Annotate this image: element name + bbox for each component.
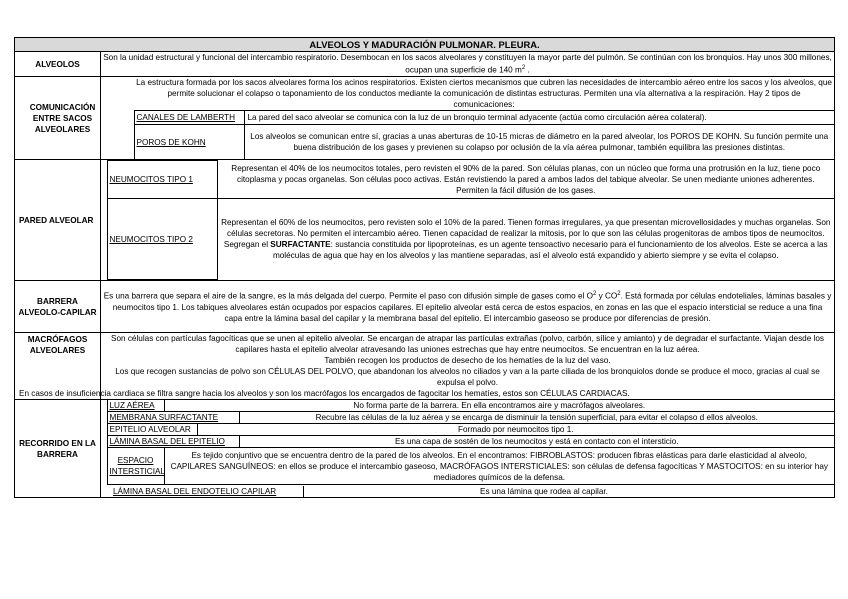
barrera-text-3: . Está formada por células endoteliales, láminas basales y neumocitos tipo 1. Los tabiques alveolares están ocupados por espacios capilares. El epitelio alveolar está cerca de estos espacios, en zonas en las que el espacio intersticial se reduce a una fina capa entre la lámina basal del capilar y la membrana basal del epitelio. El intercambio gaseoso se produce por diferencias de presión.	[112, 291, 832, 323]
tipo2-text: Representan el 60% de los neumocitos, pero revisten solo el 10% de la pared. Tienen formas irregulares, ya que presentan microvellosidades y muchas organelas. Son células secretoras. No permiten el intercambio aéreo. Tienen capacidad de realizar la mitosis, por lo que son las células progenitoras de ambos tipos de neumocitos.	[221, 218, 831, 239]
lamina-epitelio-label: LÁMINA BASAL DEL EPITELIO	[107, 436, 239, 448]
row-macrofagos	[15, 333, 835, 400]
tipo1-text: Representan el 40% de los neumocitos totales, pero revisten el 90% de la pared. Son células planas, con un núcleo que forma una protrusión en la luz, tiene poco citoplasma y pocas organelas. Son células poco activas. Están revistiendo la pared a ambos lados del tabique alveolar. Se unen mediante uniones adherentes. Permiten la fácil difusión de los gases.	[217, 161, 834, 199]
comunicacion-subtable	[101, 77, 834, 159]
surfactante-pre: Segregan el	[223, 240, 271, 250]
membrana-label: MEMBRANA SURFACTANTE	[107, 412, 239, 424]
espacio-label: ESPACIO INTERSTICIAL	[107, 448, 164, 485]
macrofagos-p4: En casos de insuficiencia cardiaca se filtra sangre hacia los alveolos y son los macrófagos los encargados de fagocitar los hematíes, estos son CÉLULAS CARDIACAS.	[19, 389, 630, 398]
recorrido-subtable	[101, 400, 834, 497]
cell-recorrido	[101, 400, 835, 498]
row-recorrido	[15, 400, 835, 498]
text-alveolos	[101, 52, 835, 77]
row-comunicacion	[15, 77, 835, 160]
summary-table	[14, 37, 835, 498]
label-alveolos: ALVEOLOS	[15, 52, 101, 77]
barrera-text-2: y CO	[596, 291, 618, 301]
tipo2-cell	[217, 199, 834, 280]
surfactante-text: : sustancia constituida por lipoproteínas, es un agente tensoactivo necesario para el funcionamiento de los alveolos. Este se acerca a las moléculas de agua que hay en los alveolos y las mantiene separadas, así el alveolo está expandido y abierto siempre y se evita el colapso.	[272, 240, 828, 261]
tipo2-label: NEUMOCITOS TIPO 2	[107, 199, 217, 280]
surfactante-term: SURFACTANTE	[270, 240, 331, 250]
document-sheet	[14, 37, 834, 498]
espacio-text: Es tejido conjuntivo que se encuentra dentro de la pared de los alveolos. En el encontramos: FIBROBLASTOS: producen fibras elásticas para darle elasticidad al alveolo, CAPILARES SANGUÍNEOS: en ellos se produce el intercambio gaseoso, MACRÓFAGOS INTERSTICIALES: son células de defensa fagocíticas Y MASTOCITOS: en su interior hay mediadores químicos de la defensa.	[164, 448, 834, 485]
epitelio-text: Formado por neumocitos tipo 1.	[197, 424, 834, 436]
label-pared: PARED ALVEOLAR	[15, 160, 101, 281]
endotelio-row	[107, 485, 834, 498]
alveolos-tail: .	[525, 65, 530, 75]
page-title: ALVEOLOS Y MADURACIÓN PULMONAR. PLEURA.	[15, 38, 835, 52]
cell-comunicacion	[101, 77, 835, 160]
label-recorrido: RECORRIDO EN LA BARRERA	[15, 400, 101, 498]
alveolos-exponent: 2	[521, 65, 526, 72]
canales-text: La pared del saco alveolar se comunica con la luz de un bronquio terminal adyacente (actúa como circulación aérea colateral).	[244, 111, 834, 125]
endotelio-label: LÁMINA BASAL DEL ENDOTELIO CAPILAR	[107, 486, 304, 497]
alveolos-text: Son la unidad estructural y funcional del intercambio respiratorio. Desembocan en los sacos alveolares y constituyen la mayor parte del pulmón. Se continúan con los bronquios. Hay unos 300 millones, ocupan una superficie de 140 m	[103, 53, 832, 75]
canales-label: CANALES DE LAMBERTH	[134, 111, 244, 125]
luz-text: No forma parte de la barrera. En ella encontramos aire y macrófagos alveolares.	[164, 400, 834, 412]
tipo1-label: NEUMOCITOS TIPO 1	[107, 161, 217, 199]
barrera-co2-sub: 2	[617, 291, 621, 298]
cell-pared	[101, 160, 835, 281]
barrera-text-1: Es una barrera que separa el aire de la sangre, es la más delgada del cuerpo. Permite el paso con difusión simple de gases como el O	[103, 291, 593, 301]
comunicacion-intro: La estructura formada por los sacos alveolares forma los acinos respiratorios. Existen ciertos mecanismos que cubren las necesidades de intercambio aéreo entre los sacos y los alveolos, que permite solucionar el colapso o taponamiento de los conductos mediante la comunicación de distintas estructuras. Permiten una vía alternativa a la respiración. Hay 2 tipos de comunicaciones:	[134, 77, 834, 111]
title-row	[15, 38, 835, 52]
row-pared	[15, 160, 835, 281]
text-barrera	[101, 281, 835, 333]
macrofagos-p3: Los que recogen sustancias de polvo son CÉLULAS DEL POLVO, que abandonan los alveolos no ciliados y van a la parte ciliada de los bronquiolos donde se produce el moco, gracias al cual se expulsa el polvo.	[115, 367, 820, 387]
membrana-text: Recubre las células de la luz aérea y se encarga de disminuir la tensión superficial, para evitar el colapso d ellos alveolos.	[239, 412, 834, 424]
row-barrera	[15, 281, 835, 333]
macrofagos-p2: También recogen los productos de desecho de los hematíes de la luz del vaso.	[324, 356, 611, 365]
label-barrera: BARRERA ALVEOLO-CAPILAR	[15, 281, 101, 333]
lamina-epitelio-text: Es una capa de sostén de los neumocitos y está en contacto con el intersticio.	[239, 436, 834, 448]
epitelio-label: EPITELIO ALVEOLAR	[107, 424, 197, 436]
row-alveolos	[15, 52, 835, 77]
label-macrofagos: MACRÓFAGOS ALVEOLARES	[15, 333, 101, 400]
endotelio-text: Es una lámina que rodea al capilar.	[480, 486, 608, 496]
poros-text: Los alveolos se comunican entre sí, gracias a unas aberturas de 10-15 micras de diámetro en la pared alveolar, los POROS DE KOHN. Su función permite una buena distribución de los gases y previenen su colapso por oclusión de la vía aérea pulmonar, también equilibra las presiones distintas.	[250, 132, 829, 152]
luz-label: LUZ AÉREA	[107, 400, 164, 412]
label-comunicacion: COMUNICACIÓN ENTRE SACOS ALVEOLARES	[15, 77, 101, 160]
pared-subtable	[101, 160, 834, 280]
poros-label: POROS DE KOHN	[134, 125, 244, 160]
macrofagos-p1: Son células con partículas fagocíticas que se unen al epitelio alveolar. Se encargan de atrapar las partículas extrañas (polvo, carbón, sílice y amianto) y de degradar el surfactante. Viajan desde los capilares hasta el epitelio alveolar atravesando las uniones estrechas que hay entre neumocitos. Se encuentran en la luz aérea.	[110, 334, 825, 354]
barrera-o2-sub: 2	[592, 291, 597, 298]
